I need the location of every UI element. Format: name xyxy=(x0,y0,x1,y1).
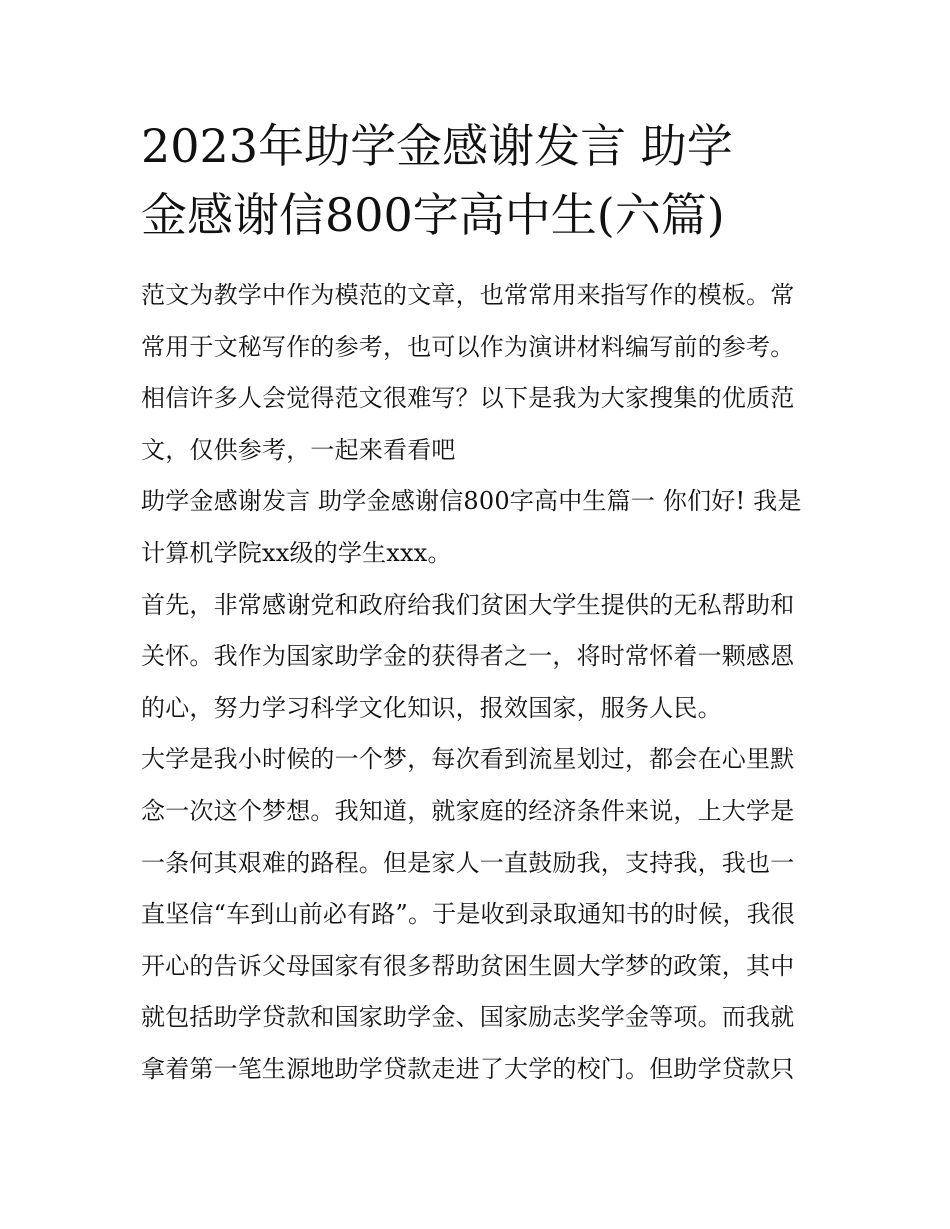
paragraph-intro: 范文为教学中作为模范的文章，也常常用来指写作的模板。常常用于文秘写作的参考，也可以作为演讲材料编写前的参考。相信许多人会觉得范文很难写？以下是我为大家搜集的优质范文，仅供参考，一起来看看吧 xyxy=(141,281,795,464)
document-page xyxy=(141,112,813,1096)
document-body xyxy=(141,270,813,1096)
paragraph-thanks: 首先，非常感谢党和政府给我们贫困大学生提供的无私帮助和关怀。我作为国家助学金的获得者之一，将时常怀着一颗感恩的心，努力学习科学文化知识，报效国家，服务人民。 xyxy=(141,590,795,722)
paragraph-dream: 大学是我小时候的一个梦，每次看到流星划过，都会在心里默念一次这个梦想。我知道，就家庭的经济条件来说，上大学是一条何其艰难的路程。但是家人一直鼓励我，支持我，我也一直坚信“车到山前必有路”。于是收到录取通知书的时候，我很开心的告诉父母国家有很多帮助贫困生圆大学梦的政策，其中就包括助学贷款和国家助学金、国家励志奖学金等项。而我就拿着第一笔生源地助学贷款走进了大学的校门。但助学贷款只 xyxy=(141,745,796,1083)
title-line-2: 金感谢信800字高中生(六篇) xyxy=(141,188,725,242)
document-title xyxy=(141,112,813,250)
paragraph-greeting: 助学金感谢发言 助学金感谢信800字高中生篇一 你们好! 我是计算机学院xx级的学生xxx。 xyxy=(141,487,802,567)
title-line-1: 2023年助学金感谢发言 助学 xyxy=(141,119,733,173)
